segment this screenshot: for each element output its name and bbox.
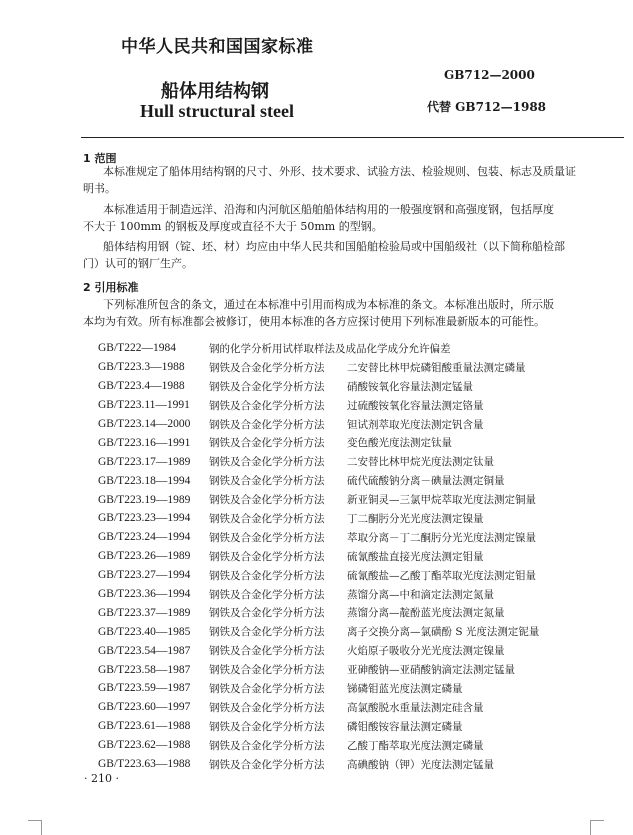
page-number: · 210 · [84,772,119,785]
reference-category: 钢铁及合金化学分析方法 [209,475,325,488]
reference-code: GB/T223.24—1994 [98,531,191,544]
reference-row [81,509,626,528]
reference-method: 高碘酸钠（钾）光度法测定锰量 [347,758,494,771]
reference-row [81,603,626,622]
reference-method: 硫氰酸盐—乙酸丁酯萃取光度法测定钼量 [347,569,536,582]
replaces-code: 代替 GB712—1988 [427,100,547,114]
reference-code: GB/T223.54—1987 [98,644,191,657]
reference-method: 锑磷钼蓝光度法测定磷量 [347,682,463,695]
reference-method: 磷钼酸铵容量法测定磷量 [347,720,463,733]
reference-category: 钢铁及合金化学分析方法 [209,380,325,393]
reference-category: 钢铁及合金化学分析方法 [209,607,325,620]
reference-code: GB/T223.36—1994 [98,588,191,601]
reference-code: GB/T223.63—1988 [98,758,191,771]
national-standard-heading: 中华人民共和国国家标准 [121,37,314,57]
reference-code: GB/T223.27—1994 [98,569,191,582]
reference-category: 钢铁及合金化学分析方法 [209,512,325,525]
reference-method: 硝酸铵氧化容量法测定锰量 [347,380,473,393]
reference-category: 钢铁及合金化学分析方法 [209,682,325,695]
reference-code: GB/T223.14—2000 [98,418,191,430]
title-english: Hull structural steel [140,101,294,121]
reference-row [81,471,626,490]
reference-category: 钢铁及合金化学分析方法 [209,418,325,431]
reference-method: 蒸馏分离—靛酚蓝光度法测定氮量 [347,607,505,620]
reference-code: GB/T223.26—1989 [98,550,191,563]
reference-code: GB/T223.11—1991 [98,399,190,412]
reference-method: 钽试剂萃取光度法测定钒含量 [347,418,484,431]
reference-code: GB/T223.59—1987 [98,682,191,695]
reference-code: GB/T223.58—1987 [98,663,191,676]
reference-row [81,660,626,679]
reference-row [81,585,626,604]
reference-code: GB/T223.61—1988 [98,720,191,733]
reference-method: 硫代硫酸钠分离－碘量法测定铜量 [347,475,505,488]
reference-method: 变色酸光度法测定钛量 [347,437,452,450]
reference-row [81,679,626,698]
reference-row [81,698,626,717]
reference-code: GB/T222—1984 [98,342,176,355]
reference-code: GB/T223.40—1985 [98,625,191,638]
reference-method: 蒸馏分离—中和滴定法测定氮量 [347,588,494,601]
reference-row [81,528,626,547]
crop-mark [28,820,42,821]
paragraph-line: 本均为有效。所有标准都会被修订，使用本标准的各方应探讨使用下列标准最新版本的可能性。 [83,315,545,328]
reference-method: 二安替比林甲烷光度法测定钛量 [347,456,494,469]
paragraph-line: 门）认可的钢厂生产。 [83,257,193,270]
reference-category: 钢铁及合金化学分析方法 [209,626,325,639]
reference-category: 钢铁及合金化学分析方法 [209,664,325,677]
reference-method: 硫氰酸盐直接光度法测定钼量 [347,550,484,563]
crop-mark [590,820,591,835]
reference-code: GB/T223.62—1988 [98,739,191,752]
reference-code: GB/T223.60—1997 [98,701,191,714]
reference-method: 丁二酮肟分光光度法测定镍量 [347,512,484,525]
reference-category: 钢铁及合金化学分析方法 [209,437,325,450]
reference-category: 钢铁及合金化学分析方法 [209,645,325,658]
title-chinese: 船体用结构钢 [161,81,269,102]
reference-row [81,433,626,452]
reference-method: 新亚铜灵—三氯甲烷萃取光度法测定铜量 [347,494,536,507]
reference-category: 钢铁及合金化学分析方法 [209,739,325,752]
reference-category: 钢铁及合金化学分析方法 [209,701,325,714]
paragraph-line: 不大于 100mm 的钢板及厚度或直径不大于 50mm 的型钢。 [83,220,383,233]
reference-method: 过硫酸铵氧化容量法测定铬量 [347,399,484,412]
reference-category: 钢铁及合金化学分析方法 [209,494,325,507]
reference-category: 钢铁及合金化学分析方法 [209,399,325,412]
reference-category: 钢铁及合金化学分析方法 [209,456,325,469]
reference-row [81,755,626,774]
reference-category: 钢铁及合金化学分析方法 [209,758,325,771]
reference-category: 钢铁及合金化学分析方法 [209,588,325,601]
reference-category: 钢铁及合金化学分析方法 [209,720,325,733]
reference-code: GB/T223.4—1988 [98,380,185,393]
reference-method: 乙酸丁酯萃取光度法测定磷量 [347,739,484,752]
normative-references-list [81,339,626,773]
reference-row [81,566,626,585]
crop-mark [41,820,42,835]
reference-row [81,490,626,509]
reference-row [81,641,626,660]
reference-method: 离子交换分离—氯磺酚 S 光度法测定铌量 [347,626,540,639]
reference-method: 二安替比林甲烷磷钼酸重量法测定磷量 [347,361,526,374]
paragraph-line: 下列标准所包含的条文，通过在本标准中引用而构成为本标准的条文。本标准出版时，所示版 [103,298,554,311]
reference-code: GB/T223.19—1989 [98,493,191,506]
reference-code: GB/T223.3—1988 [98,361,185,374]
standard-code: GB712—2000 [444,68,535,82]
reference-code: GB/T223.23—1994 [98,512,191,525]
crop-mark [590,820,604,821]
reference-row [81,452,626,471]
reference-row [81,415,626,434]
paragraph-line: 船体结构用钢（锭、坯、材）均应由中华人民共和国船舶检验局或中国船级社（以下简称船检部 [103,240,565,253]
reference-category: 钢铁及合金化学分析方法 [209,531,325,544]
reference-code: GB/T223.17—1989 [98,455,191,468]
reference-method: 高氯酸脱水重量法测定硅含量 [347,701,484,714]
paragraph-line: 明书。 [83,182,116,195]
reference-row [81,377,626,396]
reference-row [81,358,626,377]
reference-code: GB/T223.16—1991 [98,436,191,449]
reference-row [81,547,626,566]
reference-category: 钢铁及合金化学分析方法 [209,550,325,563]
reference-row [81,736,626,755]
paragraph-line: 本标准规定了船体用结构钢的尺寸、外形、技术要求、试验方法、检验规则、包装、标志及质量证 [103,165,576,178]
reference-method: 火焰原子吸收分光光度法测定镍量 [347,645,505,658]
reference-code: GB/T223.18—1994 [98,474,191,487]
reference-row [81,622,626,641]
reference-row [81,339,626,358]
reference-row [81,717,626,736]
reference-category: 钢的化学分析用试样取样法及成品化学成分允许偏差 [209,342,451,355]
section-2-heading: 2 引用标准 [83,281,139,294]
reference-code: GB/T223.37—1989 [98,606,191,619]
section-1-heading: 1 范围 [83,152,117,165]
header-rule [81,137,624,138]
reference-category: 钢铁及合金化学分析方法 [209,361,325,374]
reference-method: 亚砷酸钠—亚硝酸钠滴定法测定锰量 [347,664,515,677]
reference-method: 萃取分离－丁二酮肟分光光度法测定镍量 [347,531,536,544]
reference-category: 钢铁及合金化学分析方法 [209,569,325,582]
paragraph-line: 本标准适用于制造远洋、沿海和内河航区船舶船体结构用的一般强度钢和高强度钢，包括厚度 [103,203,554,216]
reference-row [81,396,626,415]
